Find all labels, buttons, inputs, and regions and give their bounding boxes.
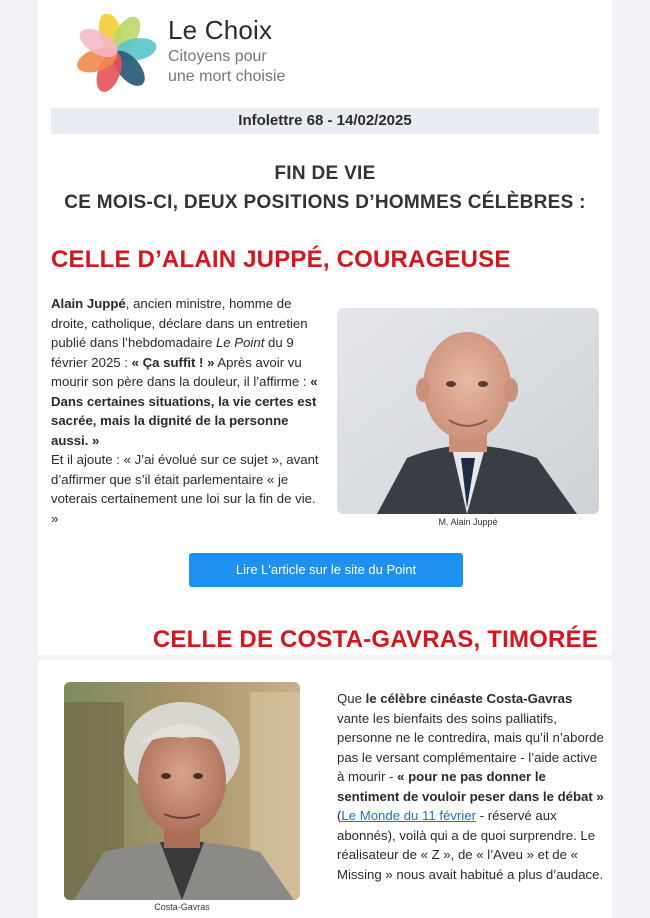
text-fragment: Après avoir vu mourir son père dans la douleur, il l’affirme : <box>51 354 311 389</box>
read-le-point-article-button[interactable]: Lire L'article sur le site du Point <box>189 553 463 587</box>
juppe-name: Alain Juppé <box>51 296 126 311</box>
quote-ca-suffit: « Ça suffit ! » <box>131 354 215 370</box>
text-fragment: , ancien ministre, homme de droite, catholique, déclare dans un entretien publié dans l’hebdomadaire <box>51 296 308 350</box>
brand-subtitle-line2: une mort choisie <box>168 68 286 85</box>
magazine-name: Le Point <box>215 335 265 350</box>
juppe-article-text <box>51 294 319 528</box>
brand-block <box>168 15 285 87</box>
photo-caption-costa-gavras: Costa-Gavras <box>154 902 210 912</box>
section-title-juppe: CELLE D’ALAIN JUPPÉ, COURAGEUSE <box>51 246 511 273</box>
bold-cineaste: le célèbre cinéaste Costa-Gavras <box>365 691 573 706</box>
section-title-costa-gavras: CELLE DE COSTA-GAVRAS, TIMORÉE <box>152 626 598 653</box>
text-fragment: Et il ajoute : « J’ai évolué sur ce sujet », avant d’affirmer que s’il était parlementaire « je voterais certainement une loi sur la fin de vie. » <box>51 452 319 526</box>
text-fragment: ( <box>337 808 342 823</box>
text-fragment: - réservé aux abonnés), voilà qui a de quoi surprendre. Le réalisateur de « Z », de « l’Aveu » et de « Missing » nous avait habitué a plus d’audace. <box>337 808 604 882</box>
le-monde-link[interactable]: Le Monde du 11 février <box>341 808 477 823</box>
issue-banner: Infolettre 68 - 14/02/2025 <box>51 108 599 134</box>
photo-costa-gavras <box>64 682 300 900</box>
text-fragment: vante les bienfaits des soins palliatifs, personne ne le contredira, mais qu’il n’aborde pas le versant complémentaire - l’aide active à mourir - <box>337 710 604 784</box>
text-fragment: du 9 février 2025 : <box>51 335 294 370</box>
costa-gavras-article-text <box>337 689 605 884</box>
quote-dignite: « Dans certaines situations, la vie certes est sacrée, mais la dignité de la personne aussi. » <box>51 374 318 448</box>
brand-subtitle-line1: Citoyens pour <box>168 48 267 65</box>
brand-title: Le Choix <box>168 15 273 45</box>
le-choix-logo-icon <box>70 14 160 92</box>
photo-caption-juppe: M. Alain Juppé <box>438 517 498 527</box>
text-fragment: Que <box>337 691 366 706</box>
photo-alain-juppe <box>337 308 599 514</box>
quote-peser-debat: « pour ne pas donner le sentiment de vouloir peser dans le débat » <box>337 769 604 804</box>
headline-line1: FIN DE VIE <box>274 163 376 184</box>
headline-line2: CE MOIS-CI, DEUX POSITIONS D’HOMMES CÉLÈBRES : <box>64 192 586 213</box>
